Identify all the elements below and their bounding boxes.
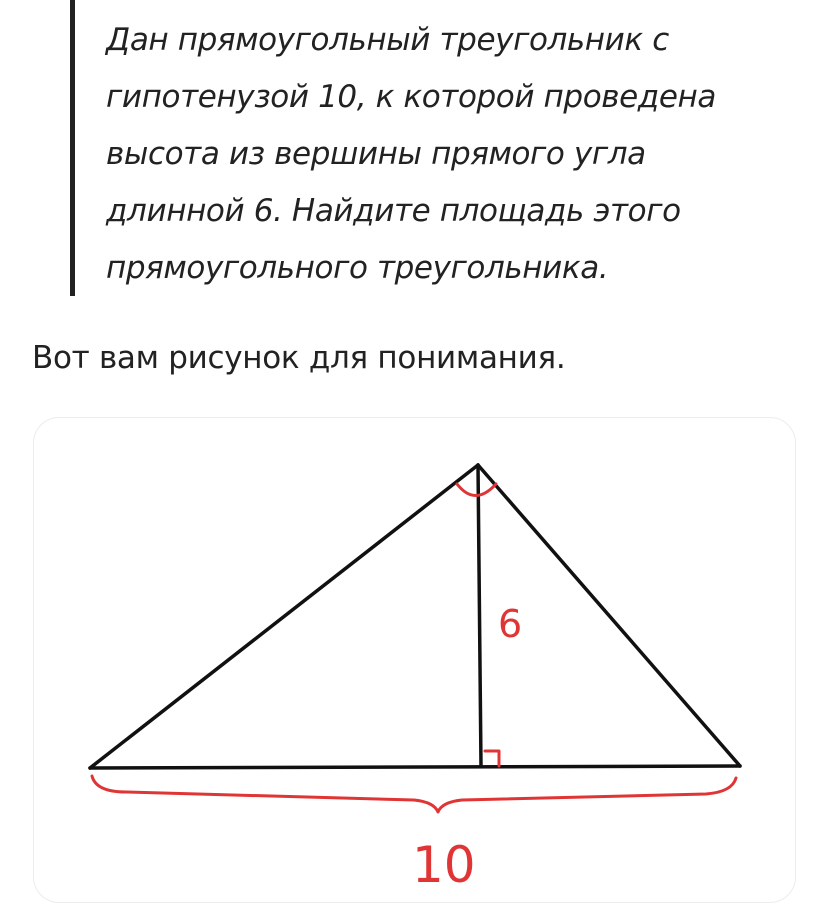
- hypotenuse-label: 10: [412, 836, 476, 894]
- problem-quote: [106, 12, 786, 297]
- problem-line-3: высота из вершины прямого угла: [106, 136, 646, 172]
- figure-card: [33, 417, 796, 903]
- hypotenuse-brace: [92, 776, 736, 812]
- problem-line-2: гипотенузой 10, к которой проведена: [106, 79, 716, 115]
- blockquote-bar: [70, 0, 75, 296]
- figure-caption: Вот вам рисунок для понимания.: [32, 340, 566, 376]
- problem-line-4: длинной 6. Найдите площадь этого: [106, 193, 681, 229]
- right-angle-square: [485, 751, 499, 766]
- problem-line-5: прямоугольного треугольника.: [106, 250, 609, 286]
- problem-line-1: Дан прямоугольный треугольник с: [106, 22, 669, 58]
- triangle-figure: [34, 418, 795, 902]
- height-label: 6: [498, 602, 523, 646]
- triangle-left-leg: [90, 465, 478, 768]
- triangle-altitude: [478, 465, 481, 766]
- triangle-hypotenuse: [90, 766, 740, 768]
